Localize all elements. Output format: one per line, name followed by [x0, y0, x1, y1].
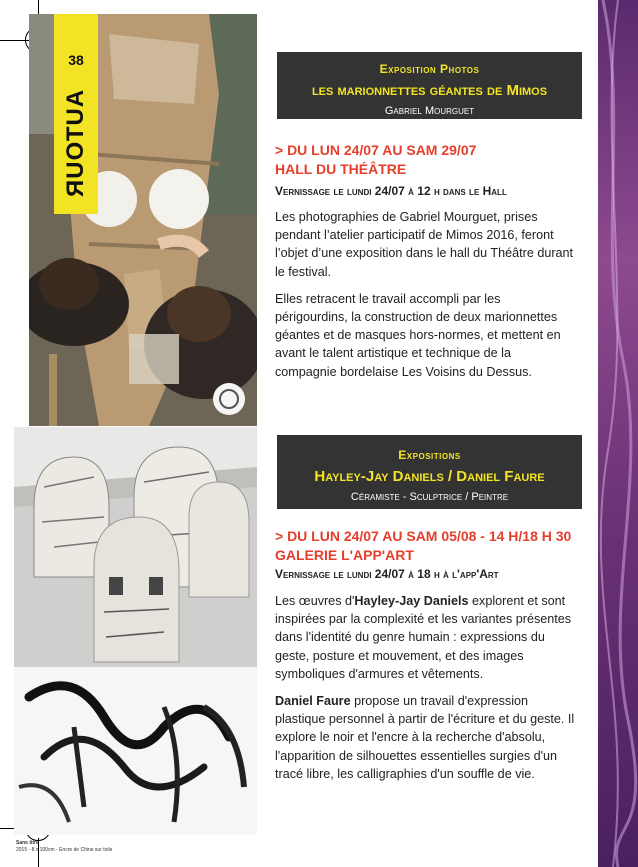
article2-vernissage: Vernissage le lundi 24/07 à 18 h à l'app'Art [275, 567, 499, 581]
ceramics-illustration [14, 427, 257, 835]
article2-category: Expositions [398, 448, 461, 462]
article1-category: Exposition Photos [379, 62, 480, 76]
article2-date-range: > DU LUN 24/07 AU SAM 05/08 - 14 H/18 H 30 [275, 528, 572, 544]
artist-name: Hayley-Jay Daniels [354, 594, 469, 608]
page-number: 38 [68, 52, 84, 68]
article2-paragraph-2: Daniel Faure propose un travail d'expression plastique personnel à partir de l'écriture et du geste. Il explore le noir et l'encre à la recherche d'absolu, l'apparition de silhouettes essentielles surgies d'un tracé libre, les calligraphies d'un souffle de vie. [275, 694, 575, 781]
artist-name: Daniel Faure [275, 694, 351, 709]
article1-paragraph: Les photographies de Gabriel Mourguet, prises pendant l’atelier participatif de Mimos 2016, feront l’objet d’une exposition dans le hall du Théâtre durant le festival. [275, 210, 574, 279]
article2-subtitle: Céramiste - Sculptrice / Peintre [350, 491, 509, 503]
photo-caption-title: Sans titre [16, 840, 39, 846]
article1-subtitle: Gabriel Mourguet [384, 105, 475, 117]
ceramics-ink-photo [14, 427, 257, 835]
decorative-strip [598, 0, 638, 867]
article1-body [275, 208, 575, 381]
section-label: AUTOUR [62, 89, 89, 199]
article1-venue: HALL DU THÉÂTRE [275, 161, 407, 177]
article1-date-range: > DU LUN 24/07 AU SAM 29/07 [275, 142, 477, 158]
article2-body [275, 592, 575, 783]
article2-title: Hayley-Jay Daniels / Daniel Faure [314, 468, 545, 485]
article2-venue: GALERIE L'APP'ART [275, 547, 414, 563]
article1-title: les marionnettes géantes de Mimos [311, 82, 548, 99]
article1-header [277, 52, 582, 119]
article1-vernissage: Vernissage le lundi 24/07 à 12 h dans le Hall [275, 184, 507, 198]
article2-date [275, 527, 595, 565]
article2-header [277, 435, 582, 509]
article2-paragraph-1: Les œuvres d'Hayley-Jay Daniels explorent et sont inspirées par la complexité et les variantes présentes dans l'identité du genre humain : expressions du geste, posture et mouvement, et des images symboliques d'armures et vêtements. [275, 594, 572, 681]
article1-paragraph: Elles retracent le travail accompli par les périgourdins, la construction de deux marionnettes géantes et de masques hors-normes, et mettent en avant le talent artistique et technique de la compagnie bordelaise Les Voisins du Dessus. [275, 291, 561, 379]
photo-caption-detail: 2015 - 8 x 100cm - Encre de Chine sur toile [16, 847, 113, 853]
article1-date [275, 141, 595, 179]
